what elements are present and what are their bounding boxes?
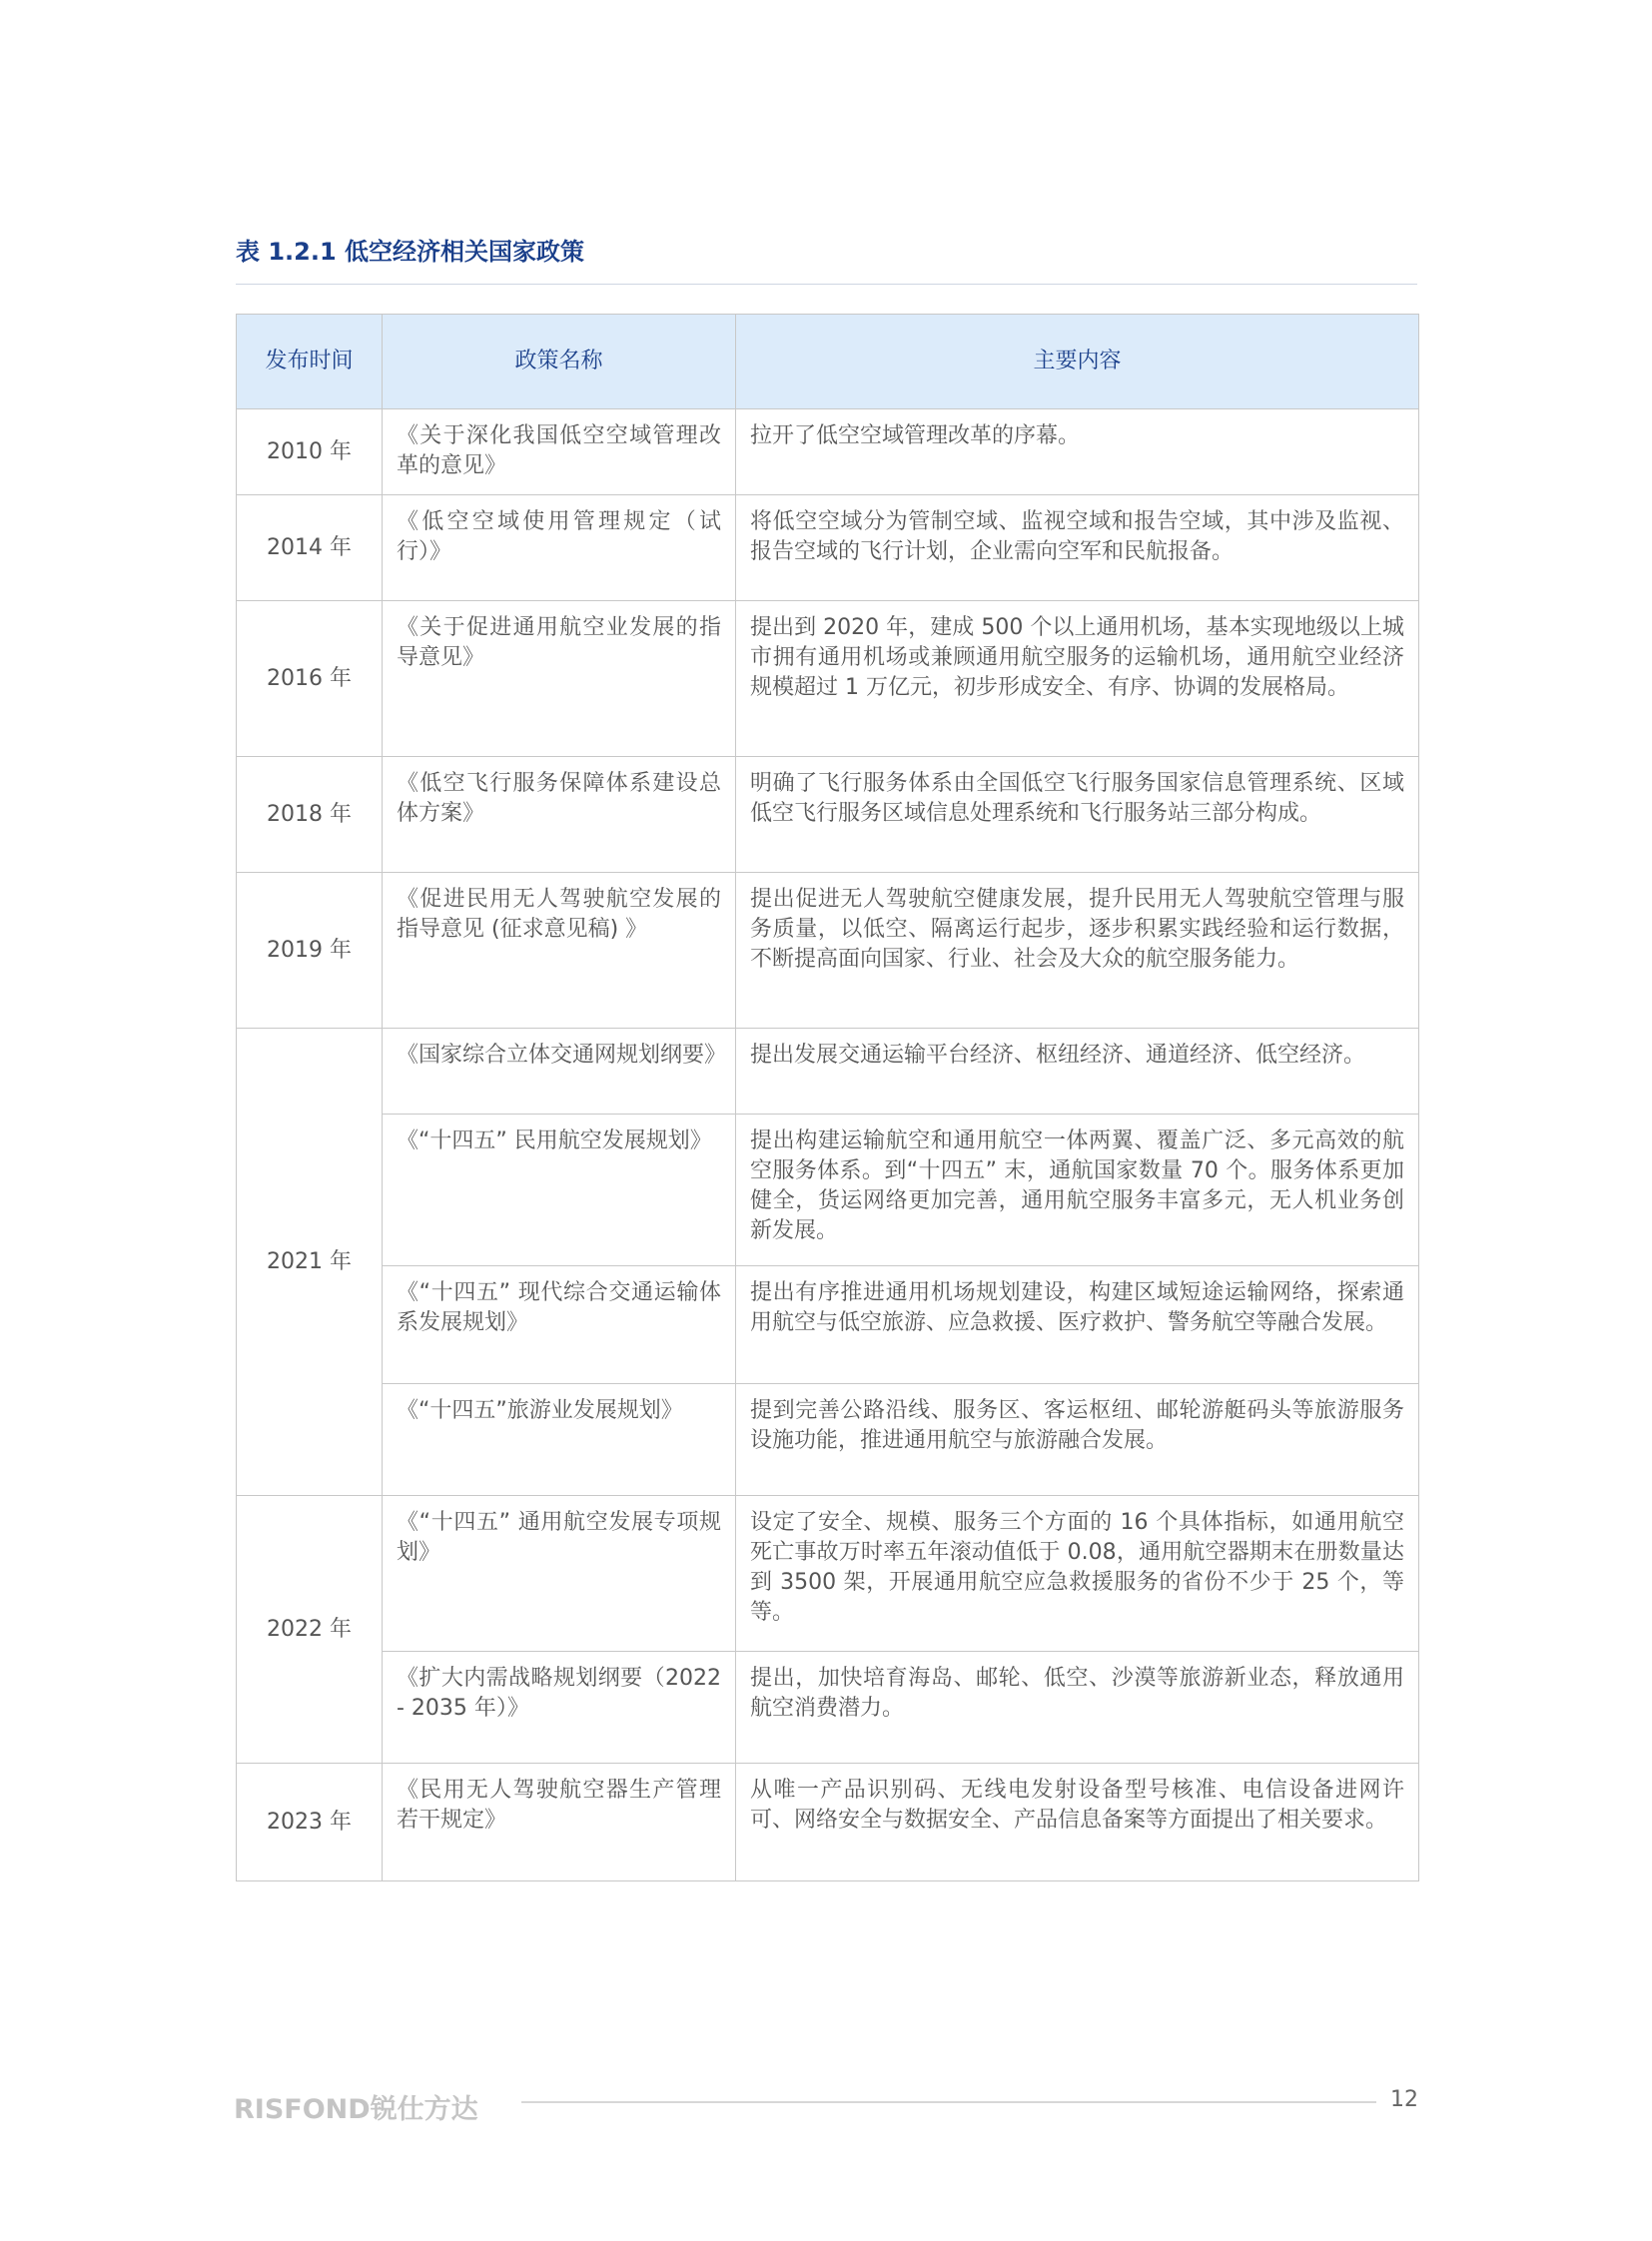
- year-cell: 2023 年: [237, 1764, 383, 1881]
- page-number: 12: [1390, 2087, 1418, 2112]
- year-cell: 2018 年: [237, 757, 383, 873]
- content-cell: 将低空空域分为管制空域、监视空域和报告空域，其中涉及监视、报告空域的飞行计划，企业需向空军和民航报备。: [736, 495, 1419, 601]
- content-cell: 提出构建运输航空和通用航空一体两翼、覆盖广泛、多元高效的航空服务体系。到“十四五” 末，通航国家数量 70 个。服务体系更加健全，货运网络更加完善，通用航空服务丰富多元，无人机业务创新发展。: [736, 1115, 1419, 1266]
- policy-table: [236, 314, 1419, 1881]
- risfond-logo: RISFOND锐仕方达: [234, 2094, 478, 2125]
- policy-name-cell: 《“十四五” 现代综合交通运输体系发展规划》: [383, 1266, 736, 1384]
- table-row: [237, 873, 1419, 1029]
- table-row: [237, 1384, 1419, 1496]
- year-cell: 2016 年: [237, 601, 383, 757]
- content-cell: 提出，加快培育海岛、邮轮、低空、沙漠等旅游新业态，释放通用航空消费潜力。: [736, 1652, 1419, 1764]
- policy-name-cell: 《关于促进通用航空业发展的指导意见》: [383, 601, 736, 757]
- content-cell: 明确了飞行服务体系由全国低空飞行服务国家信息管理系统、区域低空飞行服务区域信息处理系统和飞行服务站三部分构成。: [736, 757, 1419, 873]
- policy-name-cell: 《民用无人驾驶航空器生产管理若干规定》: [383, 1764, 736, 1881]
- policy-name-cell: 《低空空域使用管理规定（试行）》: [383, 495, 736, 601]
- content-cell: 设定了安全、规模、服务三个方面的 16 个具体指标，如通用航空死亡事故万时率五年滚动值低于 0.08，通用航空器期末在册数量达到 3500 架，开展通用航空应急救援服务的省份不少于 25 个，等等。: [736, 1496, 1419, 1652]
- table-row: [237, 495, 1419, 601]
- content-cell: 提出有序推进通用机场规划建设，构建区域短途运输网络，探索通用航空与低空旅游、应急救援、医疗救护、警务航空等融合发展。: [736, 1266, 1419, 1384]
- footer-divider: [521, 2101, 1376, 2103]
- table-header-row: [237, 315, 1419, 409]
- policy-name-cell: 《低空飞行服务保障体系建设总体方案》: [383, 757, 736, 873]
- table-row: [237, 601, 1419, 757]
- caption-divider: [236, 284, 1417, 285]
- table-row: [237, 1764, 1419, 1881]
- table-row: [237, 1496, 1419, 1652]
- policy-name-cell: 《“十四五”旅游业发展规划》: [383, 1384, 736, 1496]
- content-cell: 从唯一产品识别码、无线电发射设备型号核准、电信设备进网许可、网络安全与数据安全、产品信息备案等方面提出了相关要求。: [736, 1764, 1419, 1881]
- content-cell: 提出发展交通运输平台经济、枢纽经济、通道经济、低空经济。: [736, 1029, 1419, 1115]
- year-cell: 2014 年: [237, 495, 383, 601]
- table-row: [237, 1029, 1419, 1115]
- table-row: [237, 1652, 1419, 1764]
- content-cell: 提出到 2020 年，建成 500 个以上通用机场，基本实现地级以上城市拥有通用机场或兼顾通用航空服务的运输机场，通用航空业经济规模超过 1 万亿元，初步形成安全、有序、协调的发展格局。: [736, 601, 1419, 757]
- year-cell: 2010 年: [237, 409, 383, 495]
- table-row: [237, 409, 1419, 495]
- policy-name-cell: 《国家综合立体交通网规划纲要》: [383, 1029, 736, 1115]
- table-row: [237, 1115, 1419, 1266]
- header-policy-name: 政策名称: [383, 315, 736, 409]
- header-main-content: 主要内容: [736, 315, 1419, 409]
- policy-name-cell: 《扩大内需战略规划纲要（2022 - 2035 年）》: [383, 1652, 736, 1764]
- year-cell: 2021 年: [237, 1029, 383, 1496]
- year-cell: 2022 年: [237, 1496, 383, 1764]
- table-row: [237, 757, 1419, 873]
- table-caption: 表 1.2.1 低空经济相关国家政策: [236, 238, 585, 266]
- policy-name-cell: 《“十四五” 通用航空发展专项规划》: [383, 1496, 736, 1652]
- content-cell: 拉开了低空空域管理改革的序幕。: [736, 409, 1419, 495]
- policy-name-cell: 《关于深化我国低空空域管理改革的意见》: [383, 409, 736, 495]
- policy-name-cell: 《促进民用无人驾驶航空发展的指导意见 (征求意见稿) 》: [383, 873, 736, 1029]
- year-cell: 2019 年: [237, 873, 383, 1029]
- header-release-date: 发布时间: [237, 315, 383, 409]
- policy-name-cell: 《“十四五” 民用航空发展规划》: [383, 1115, 736, 1266]
- content-cell: 提到完善公路沿线、服务区、客运枢纽、邮轮游艇码头等旅游服务设施功能，推进通用航空与旅游融合发展。: [736, 1384, 1419, 1496]
- content-cell: 提出促进无人驾驶航空健康发展，提升民用无人驾驶航空管理与服务质量，以低空、隔离运行起步，逐步积累实践经验和运行数据，不断提高面向国家、行业、社会及大众的航空服务能力。: [736, 873, 1419, 1029]
- table-row: [237, 1266, 1419, 1384]
